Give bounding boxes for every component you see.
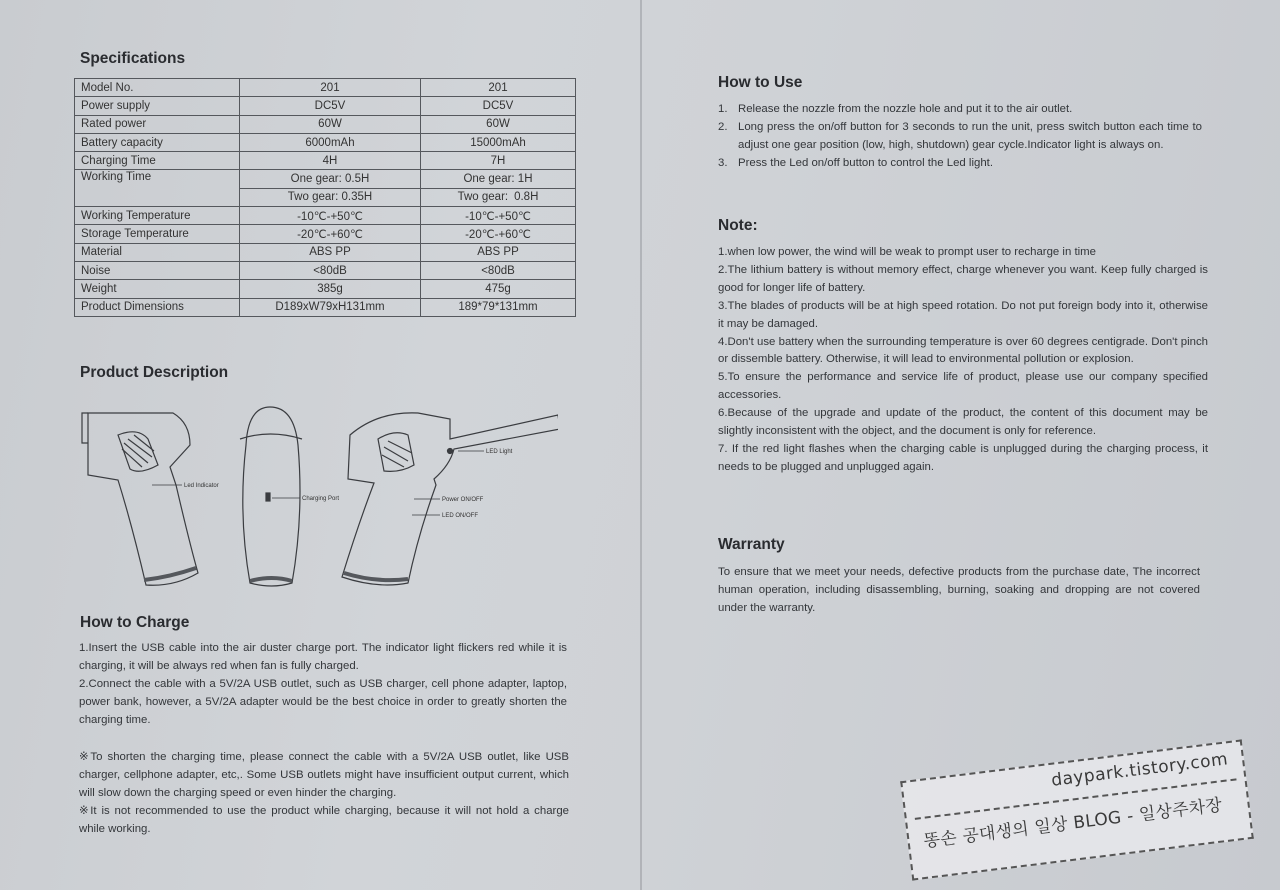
- charge-note-1: ※To shorten the charging time, please connect the cable with a 5V/2A USB outlet, like USB charger, cellphone adapter, etc,. Some USB outlets might have insufficient output current, which will slow down the charging speed or even hinder the charging.: [79, 751, 569, 799]
- spec-value-a: <80dB: [240, 261, 421, 279]
- spec-row: [75, 207, 576, 225]
- spec-label: Weight: [75, 280, 240, 298]
- side-view-left-drawing: [82, 413, 198, 585]
- use-step: [718, 101, 1202, 119]
- spec-row: [75, 280, 576, 298]
- use-step: [718, 155, 1202, 173]
- callout-led-onoff: LED ON/OFF: [442, 513, 479, 519]
- spec-value-a: 201: [240, 79, 421, 97]
- use-step-number: 1.: [718, 103, 728, 115]
- warranty-heading: Warranty: [718, 536, 785, 553]
- spec-value-b: <80dB: [421, 261, 576, 279]
- spec-label: Model No.: [75, 79, 240, 97]
- use-step-text: Release the nozzle from the nozzle hole and put it to the air outlet.: [738, 103, 1073, 115]
- watermark-url: daypark.tistory.com: [1050, 749, 1230, 791]
- callout-power-onoff: Power ON/OFF: [442, 497, 484, 503]
- use-step: [718, 119, 1202, 155]
- use-step-number: 2.: [718, 120, 728, 133]
- spec-value-a: ABS PP: [240, 243, 421, 261]
- spec-label: Battery capacity: [75, 133, 240, 151]
- use-step-text: Long press the on/off button for 3 seconds to run the unit, press switch button each time to adjust one gear position (low, high, shutdown) gear cycle.Indicator light is always on.: [738, 120, 1202, 151]
- spec-value-a: One gear: 0.5H: [240, 170, 421, 188]
- spec-row: [75, 261, 576, 279]
- spec-label: Material: [75, 243, 240, 261]
- how-to-use-heading: How to Use: [718, 74, 803, 91]
- specifications-heading: Specifications: [80, 50, 186, 67]
- spec-label: Charging Time: [75, 152, 240, 170]
- spec-row: [75, 152, 576, 170]
- spec-row: [75, 225, 576, 243]
- spec-value-b: -10℃-+50℃: [421, 207, 576, 225]
- spec-label: Working Time: [75, 170, 240, 207]
- spec-value-b: 15000mAh: [421, 133, 576, 151]
- spec-value-b: 7H: [421, 152, 576, 170]
- spec-label: Storage Temperature: [75, 225, 240, 243]
- spec-subvalue-label: Two gear:: [457, 191, 509, 204]
- note-item: 5.To ensure the performance and service life of product, please use our company specified accessories.: [718, 371, 1208, 402]
- spec-value-a: -10℃-+50℃: [240, 207, 421, 225]
- spec-row: [75, 243, 576, 261]
- spec-row-working-time: [75, 170, 576, 188]
- how-to-charge-heading: How to Charge: [80, 614, 190, 631]
- charge-step-2: 2.Connect the cable with a 5V/2A USB outlet, such as USB charger, cell phone adapter, laptop, power bank, however, a 5V/2A adapter would be the best choice in order to greatly shorten the charging time.: [79, 677, 567, 726]
- note-heading: Note:: [718, 217, 758, 234]
- page-fold: [640, 0, 642, 890]
- charge-step-1: 1.Insert the USB cable into the air duster charge port. The indicator light flickers red while it is charging, it will be always red when fan is fully charged.: [79, 642, 567, 672]
- callout-led-indicator: Led Indicator: [184, 483, 219, 489]
- spec-value-a: DC5V: [240, 97, 421, 115]
- spec-label: Product Dimensions: [75, 298, 240, 316]
- spec-value-a: 60W: [240, 115, 421, 133]
- spec-value-a: -20℃-+60℃: [240, 225, 421, 243]
- spec-subvalue: 0.8H: [514, 191, 539, 204]
- spec-label: Noise: [75, 261, 240, 279]
- specifications-table: [74, 78, 576, 317]
- spec-value-b: [421, 188, 576, 206]
- spec-value-a: 6000mAh: [240, 133, 421, 151]
- spec-label: Rated power: [75, 115, 240, 133]
- spec-row: [75, 79, 576, 97]
- spec-label: Power supply: [75, 97, 240, 115]
- spec-value-b: 475g: [421, 280, 576, 298]
- spec-row: [75, 298, 576, 316]
- note-item: 4.Don't use battery when the surrounding temperature is over 60 degrees centigrade. Don't pinch or dissemble battery. Otherwise, it will lead to environmental pollution or explosion.: [718, 335, 1208, 366]
- how-to-charge-notes: [79, 749, 569, 839]
- front-view-drawing: [240, 407, 302, 586]
- watermark-blog-name: 똥손 공대생의 일상 BLOG - 일상주차장: [922, 795, 1224, 852]
- note-item: 2.The lithium battery is without memory effect, charge whenever you want. Keep fully charged is good for longer life of battery.: [718, 263, 1208, 294]
- spec-value-b: DC5V: [421, 97, 576, 115]
- spec-value-b: ABS PP: [421, 243, 576, 261]
- note-item: 3.The blades of products will be at high speed rotation. Do not put foreign body into it, otherwise it may be damaged.: [718, 299, 1208, 330]
- spec-value-a: Two gear: 0.35H: [240, 188, 421, 206]
- spec-row: [75, 97, 576, 115]
- warranty-text: To ensure that we meet your needs, defective products from the purchase date, The incorrect human operation, including disassembling, burning, soaking and dropping are not covered under the warranty.: [718, 566, 1200, 614]
- callout-charging-port: Charging Port: [302, 496, 340, 502]
- spec-value-b: 189*79*131mm: [421, 298, 576, 316]
- note-item: 7. If the red light flashes when the charging cable is unplugged during the charging process, it needs to be plugged and unplugged again.: [718, 442, 1208, 473]
- spec-value-a: 385g: [240, 280, 421, 298]
- note-item: 1.when low power, the wind will be weak to prompt user to recharge in time: [718, 246, 1096, 258]
- spec-value-b: 201: [421, 79, 576, 97]
- spec-row: [75, 115, 576, 133]
- spec-value-b: -20℃-+60℃: [421, 225, 576, 243]
- note-item: 6.Because of the upgrade and update of the product, the content of this document may be slightly inconsistent with the object, and the document is only for reference.: [718, 407, 1208, 438]
- use-step-text: Press the Led on/off button to control the Led light.: [738, 156, 993, 169]
- spec-value-a: 4H: [240, 152, 421, 170]
- note-list: [718, 244, 1208, 477]
- how-to-charge-body: [79, 640, 567, 730]
- spec-value-b: 60W: [421, 115, 576, 133]
- spec-value-a: D189xW79xH131mm: [240, 298, 421, 316]
- spec-label: Working Temperature: [75, 207, 240, 225]
- spec-row: [75, 133, 576, 151]
- use-step-number: 3.: [718, 156, 728, 169]
- product-description-heading: Product Description: [80, 364, 229, 381]
- how-to-use-list: [718, 101, 1202, 173]
- spec-value-b: One gear: 1H: [421, 170, 576, 188]
- product-diagram: [78, 405, 558, 605]
- callout-led-light: LED Light: [486, 449, 513, 455]
- charge-note-2: ※It is not recommended to use the product while charging, because it will not hold a charge while working.: [79, 804, 569, 835]
